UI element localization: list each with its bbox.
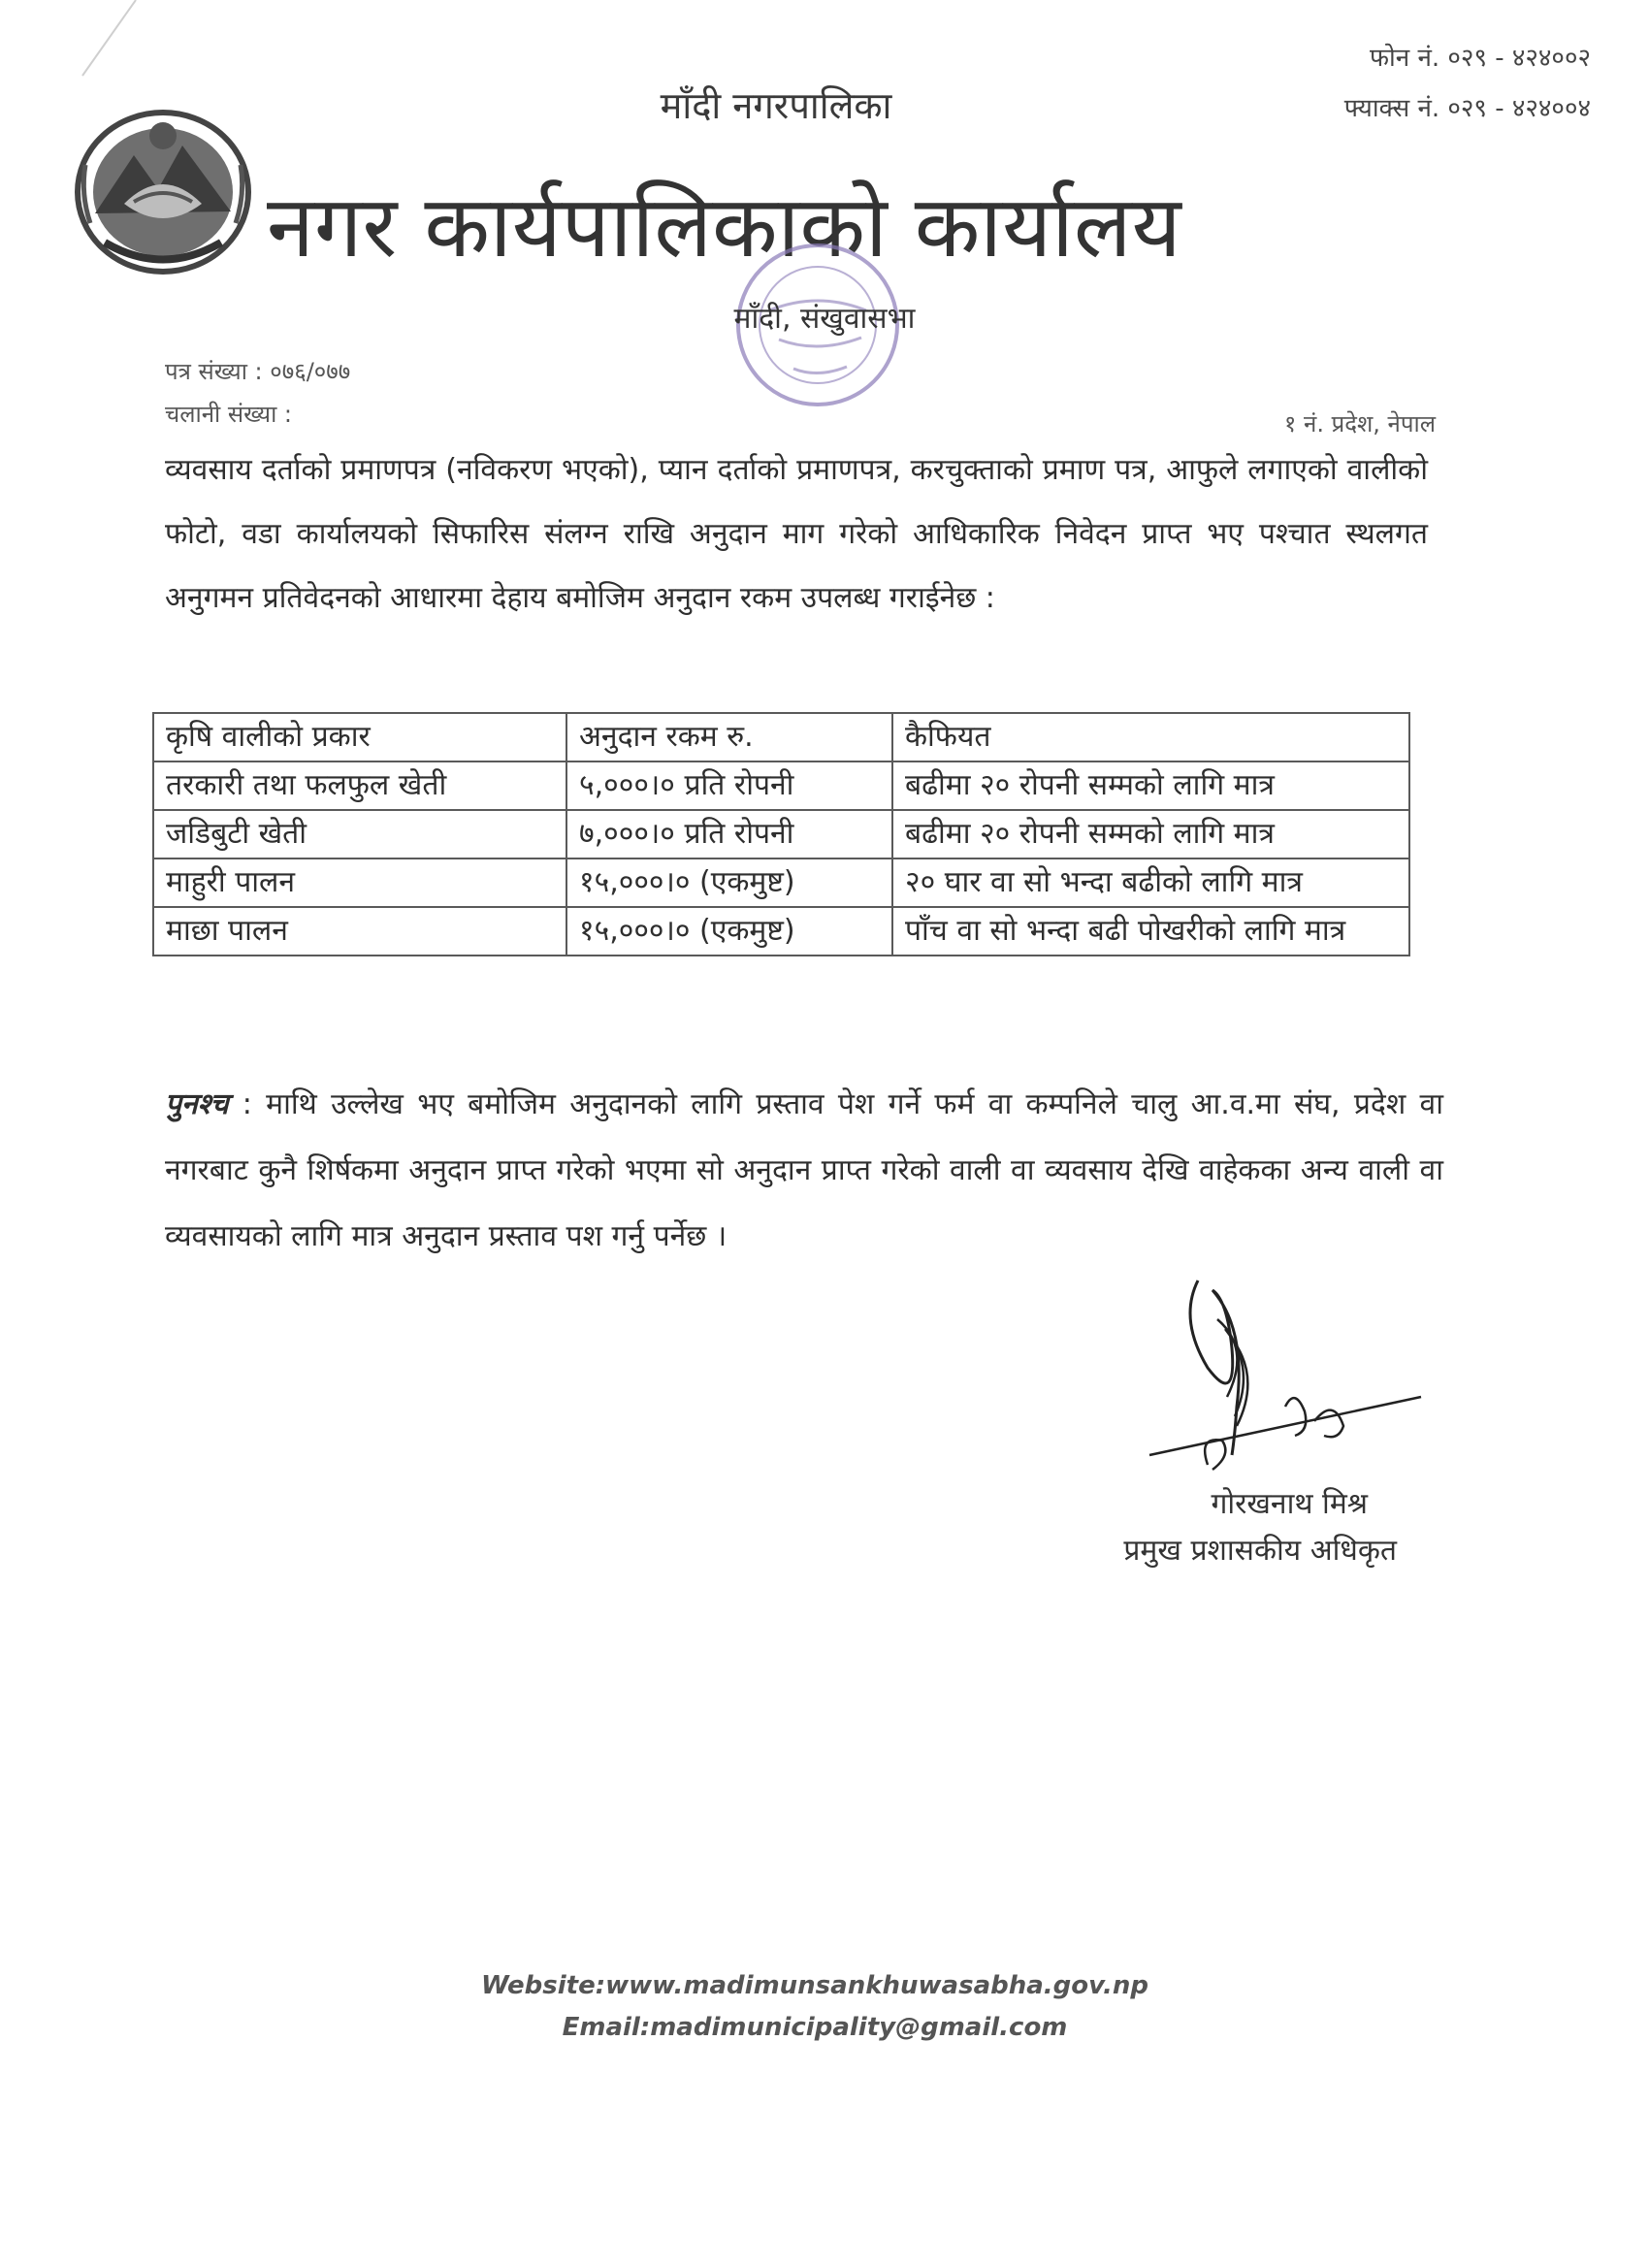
signatory-title: प्रमुख प्रशासकीय अधिकृत — [1123, 1534, 1397, 1568]
postscript — [165, 1072, 1443, 1270]
table-cell: बढीमा २० रोपनी सम्मको लागि मात्र — [892, 810, 1409, 859]
table-cell: ५,०००।० प्रति रोपनी — [566, 761, 892, 810]
table-row — [153, 859, 1409, 907]
table-row — [153, 810, 1409, 859]
table-cell: तरकारी तथा फलफुल खेती — [153, 761, 566, 810]
office-location: माँदी, संखुवासभा — [733, 302, 916, 336]
body-paragraph: व्यवसाय दर्ताको प्रमाणपत्र (नविकरण भएको), प्यान दर्ताको प्रमाणपत्र, करचुक्ताको प्रमाण पत्र, आफुले लगाएको वालीको फोटो, वडा कार्यालयको सिफारिस संलग्न राखि अनुदान माग गरेको आधिकारिक निवेदन प्राप्त भए पश्चात स्थलगत अनुगमन प्रतिवेदनको आधारमा देहाय बमोजिम अनुदान रकम उपलब्ध गराईनेछ : — [165, 453, 1428, 615]
table-row — [153, 761, 1409, 810]
table-header: कैफियत — [892, 713, 1409, 761]
postscript-text: : माथि उल्लेख भए बमोजिम अनुदानको लागि प्रस्ताव पेश गर्ने फर्म वा कम्पनिले चालु आ.व.मा संघ, प्रदेश वा नगरबाट कुनै शिर्षकमा अनुदान प्राप्त गरेको भएमा सो अनुदान प्राप्त गरेको वाली वा व्यवसाय देखि वाहेकका अन्य वाली वा व्यवसायको लागि मात्र अनुदान प्रस्ताव पश गर्नु पर्नेछ । — [165, 1087, 1443, 1253]
province-address: १ नं. प्रदेश, नेपाल — [1283, 410, 1436, 437]
email-text: Email:madimunicipality@gmail.com — [562, 2013, 1068, 2042]
table-cell: २० घार वा सो भन्दा बढीको लागि मात्र — [892, 859, 1409, 907]
table-row — [153, 907, 1409, 956]
office-title: नगर कार्यपालिकाको कार्यालय — [267, 177, 1181, 276]
letter-number: पत्र संख्या : ०७६/०७७ — [165, 358, 351, 385]
table-header: अनुदान रकम रु. — [566, 713, 892, 761]
table-header: कृषि वालीको प्रकार — [153, 713, 566, 761]
signatory-name: गोरखनाथ मिश्र — [1211, 1487, 1368, 1521]
signature — [1140, 1261, 1431, 1474]
website-text: Website:www.madimunsankhuwasabha.gov.np — [481, 1971, 1148, 2000]
table-cell: माहुरी पालन — [153, 859, 566, 907]
table-cell: बढीमा २० रोपनी सम्मको लागि मात्र — [892, 761, 1409, 810]
table-cell: १५,०००।० (एकमुष्ट) — [566, 859, 892, 907]
municipality-name: माँदी नगरपालिका — [660, 84, 892, 127]
nepal-emblem-icon — [66, 97, 260, 276]
dispatch-number: चलानी संख्या : — [165, 401, 293, 428]
grant-table — [152, 712, 1410, 956]
table-cell: जडिबुटी खेती — [153, 810, 566, 859]
table-cell: ७,०००।० प्रति रोपनी — [566, 810, 892, 859]
scan-mark — [78, 0, 146, 78]
phone-number: फोन नं. ०२९ - ४२४००२ — [1369, 44, 1591, 73]
fax-number: फ्याक्स नं. ०२९ - ४२४००४ — [1343, 94, 1591, 123]
table-cell: पाँच वा सो भन्दा बढी पोखरीको लागि मात्र — [892, 907, 1409, 956]
table-cell: १५,०००।० (एकमुष्ट) — [566, 907, 892, 956]
table-header-row — [153, 713, 1409, 761]
table-cell: माछा पालन — [153, 907, 566, 956]
postscript-label: पुनश्च — [165, 1087, 229, 1121]
